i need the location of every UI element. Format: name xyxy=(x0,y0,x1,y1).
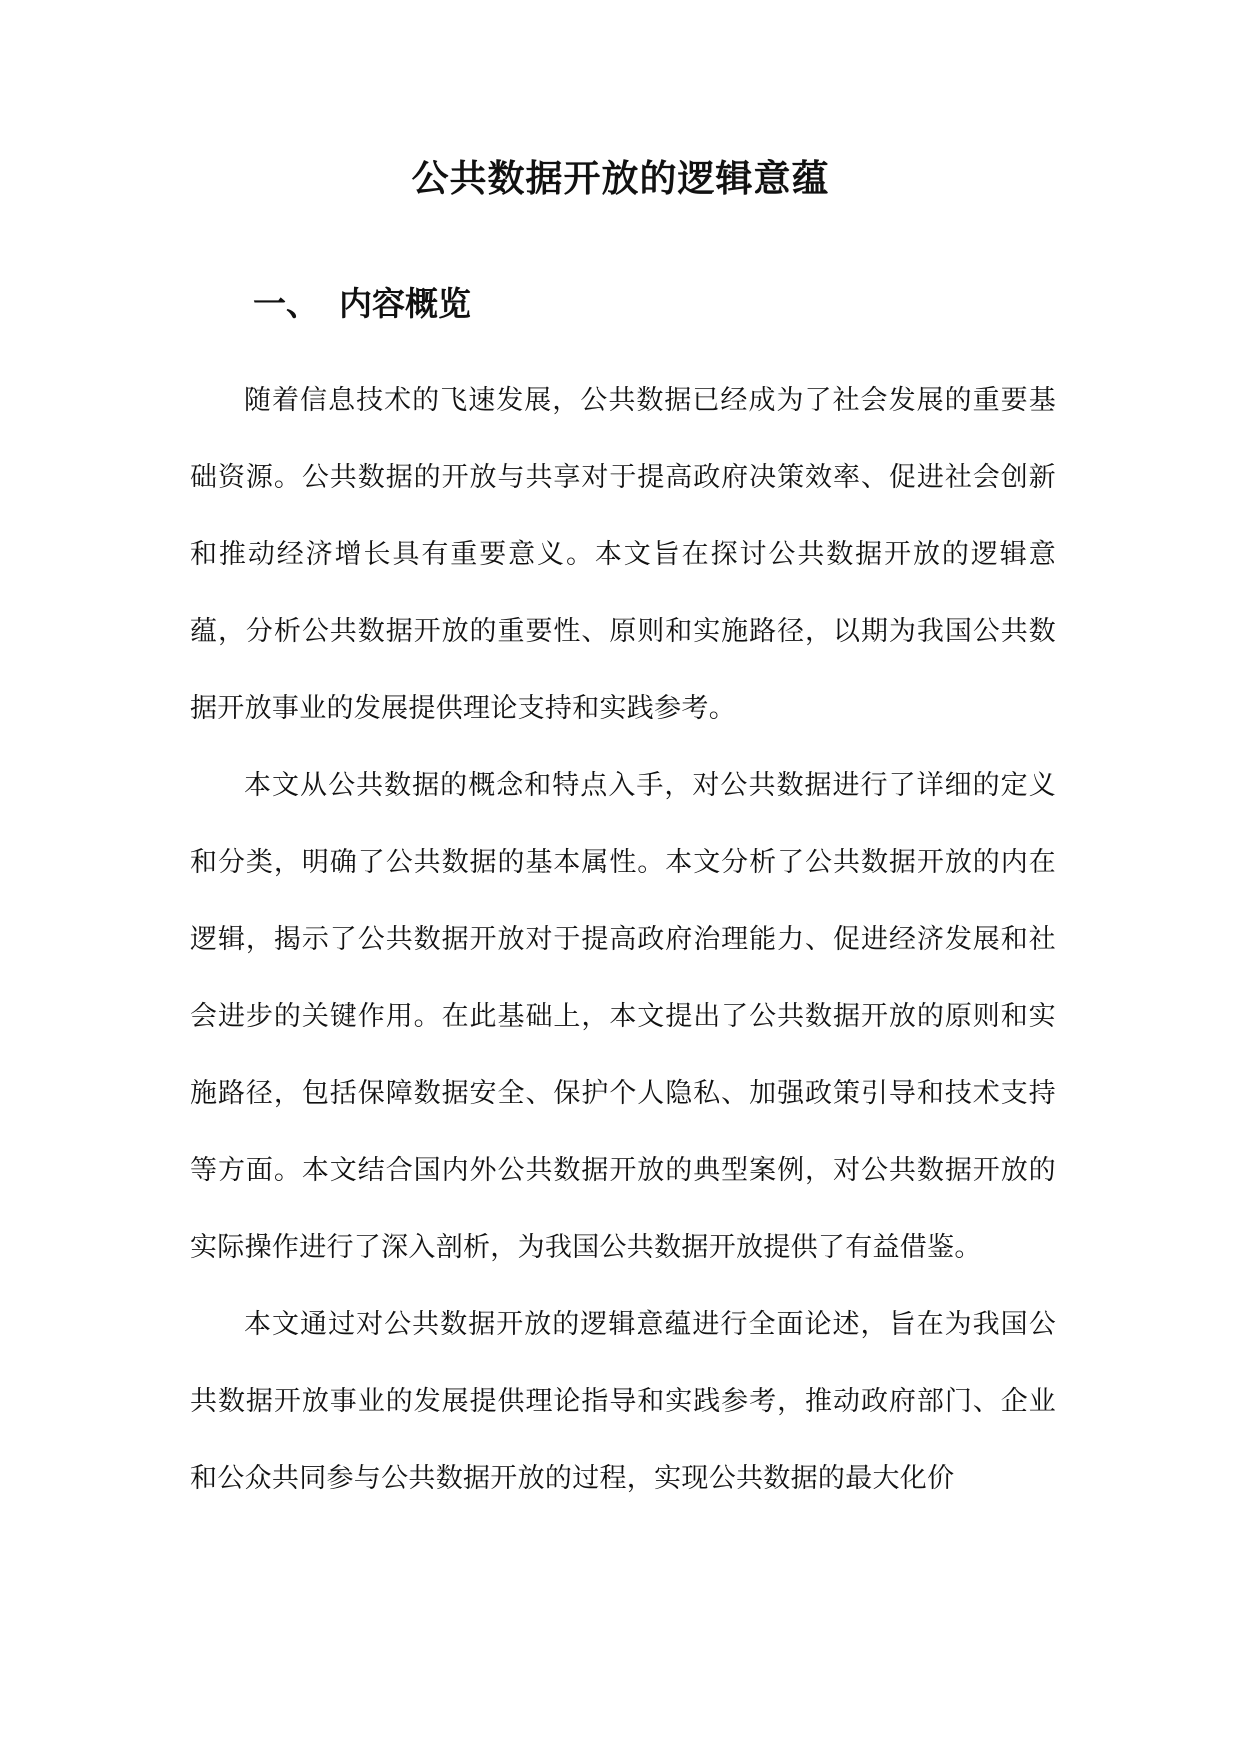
paragraph-1: 随着信息技术的飞速发展，公共数据已经成为了社会发展的重要基础资源。公共数据的开放与共享对于提高政府决策效率、促进社会创新和推动经济增长具有重要意义。本文旨在探讨公共数据开放的逻辑意蕴，分析公共数据开放的重要性、原则和实施路径，以期为我国公共数据开放事业的发展提供理论支持和实践参考。 xyxy=(190,385,1056,724)
section-number: 一、 xyxy=(253,284,319,323)
section-title: 内容概览 xyxy=(339,284,471,323)
paragraph-2: 本文从公共数据的概念和特点入手，对公共数据进行了详细的定义和分类，明确了公共数据的基本属性。本文分析了公共数据开放的内在逻辑，揭示了公共数据开放对于提高政府治理能力、促进经济发展和社会进步的关键作用。在此基础上，本文提出了公共数据开放的原则和实施路径，包括保障数据安全、保护个人隐私、加强政策引导和技术支持等方面。本文结合国内外公共数据开放的典型案例，对公共数据开放的实际操作进行了深入剖析，为我国公共数据开放提供了有益借鉴。 xyxy=(190,770,1056,1263)
paragraph-3: 本文通过对公共数据开放的逻辑意蕴进行全面论述，旨在为我国公共数据开放事业的发展提供理论指导和实践参考，推动政府部门、企业和公众共同参与公共数据开放的过程，实现公共数据的最大化价 xyxy=(190,1309,1056,1494)
document-title: 公共数据开放的逻辑意蕴 xyxy=(411,156,830,200)
document-body xyxy=(190,362,1056,1517)
section-heading xyxy=(253,280,471,328)
